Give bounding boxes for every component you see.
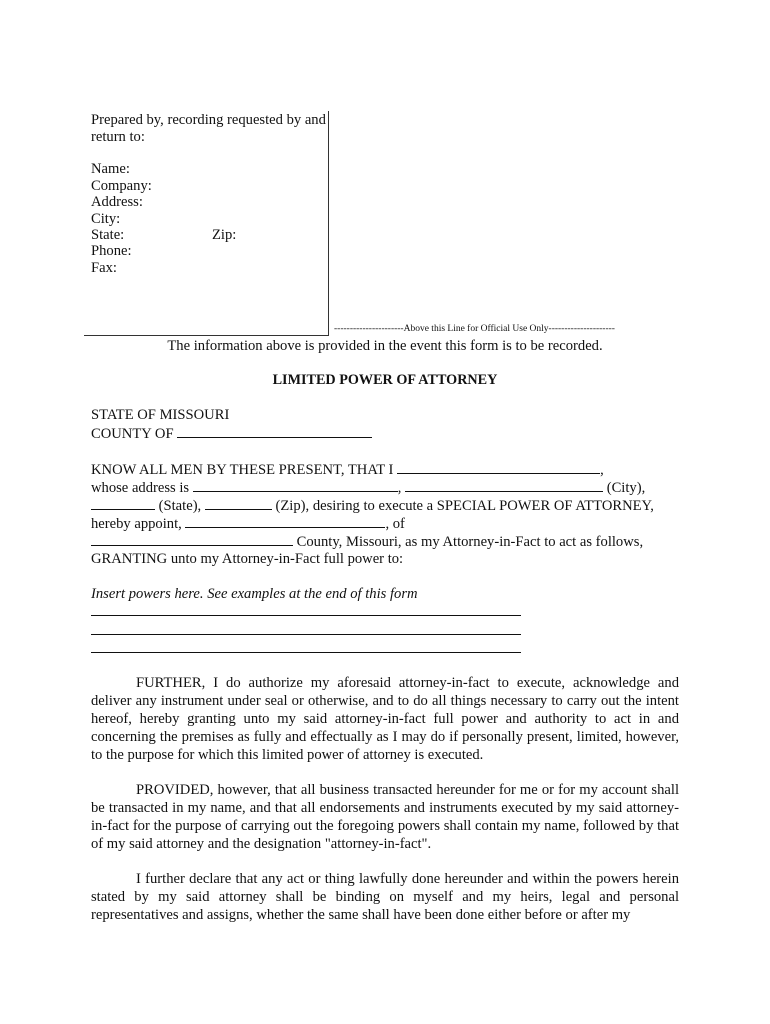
- return-to-text: return to:: [91, 129, 145, 145]
- state-label: State:: [91, 227, 125, 243]
- zip-blank: [205, 496, 272, 510]
- powers-blank-3: [91, 652, 521, 653]
- hereby-appoint-text: hereby appoint,: [91, 516, 182, 532]
- county-missouri-line: [91, 532, 643, 551]
- info-note: The information above is provided in the event this form is to be recorded.: [167, 338, 603, 354]
- attorney-county-blank: [91, 532, 293, 546]
- address-line: whose address is , (City),: [91, 480, 646, 496]
- county-blank: [177, 424, 372, 438]
- city-text: (City),: [606, 480, 646, 496]
- fax-label: Fax:: [91, 260, 117, 276]
- attorney-name-blank: [185, 514, 385, 528]
- prepared-by-text: Prepared by, recording requested by and: [91, 112, 326, 128]
- of-text: , of: [385, 516, 405, 532]
- city-label: City:: [91, 211, 121, 227]
- phone-label: Phone:: [91, 243, 132, 259]
- powers-blank-2: [91, 634, 521, 635]
- state-zip-line: [91, 496, 654, 515]
- venue-county-line: [91, 424, 372, 443]
- zip-label: Zip:: [212, 227, 237, 243]
- county-missouri-text: County, Missouri, as my Attorney-in-Fact to act as follows,: [296, 534, 644, 550]
- official-use-line: ----------------------Above this Line for Official Use Only---------------------: [334, 324, 615, 334]
- state-text: (State),: [158, 498, 202, 514]
- name-label: Name:: [91, 161, 130, 177]
- provided-paragraph: PROVIDED, however, that all business transacted hereunder for me or for my account shall be transacted in my name, and that all endorsements and instruments executed by my said attorney-in-fact for the purpose of carrying out the foregoing powers shall contain my name, followed by that of my said attorney and the designation "attorney-in-fact".: [91, 782, 679, 852]
- appoint-line: [91, 514, 405, 533]
- header-horizontal-divider: [84, 335, 328, 336]
- further-declare-paragraph: I further declare that any act or thing lawfully done hereunder and within the powers herein stated by my said attorney shall be binding on myself and my heirs, legal and personal representatives and assigns, whether the same shall have been done either before or after my: [91, 871, 679, 923]
- insert-powers-text: Insert powers here. See examples at the end of this form: [91, 586, 418, 602]
- powers-blank-1: [91, 615, 521, 616]
- further-paragraph: FURTHER, I do authorize my aforesaid attorney-in-fact to execute, acknowledge and deliver any instrument under seal or otherwise, and to do all things necessary to carry out the intent hereof, hereby granting unto my said attorney-in-fact full power and authority to act in and concerning the premises as fully and effectually as I may do if personally present, limited, however, to the purpose for which this limited power of attorney is executed.: [91, 675, 679, 763]
- street-blank: [193, 478, 398, 492]
- city-blank: [405, 478, 603, 492]
- zip-text: (Zip), desiring to execute a SPECIAL POWER OF ATTORNEY,: [275, 498, 654, 514]
- whose-address-text: whose address is: [91, 480, 190, 496]
- venue-county-label: COUNTY OF: [91, 426, 174, 442]
- venue-state: STATE OF MISSOURI: [91, 407, 230, 423]
- grantor-name-blank: [397, 460, 600, 474]
- document-title: LIMITED POWER OF ATTORNEY: [272, 372, 498, 388]
- header-vertical-divider: [328, 111, 329, 336]
- address-label: Address:: [91, 194, 143, 210]
- state-blank: [91, 496, 155, 510]
- granting-text: GRANTING unto my Attorney-in-Fact full power to:: [91, 551, 404, 567]
- know-all-text: KNOW ALL MEN BY THESE PRESENT, THAT I: [91, 462, 394, 478]
- know-all-line: KNOW ALL MEN BY THESE PRESENT, THAT I ,: [91, 462, 604, 478]
- company-label: Company:: [91, 178, 152, 194]
